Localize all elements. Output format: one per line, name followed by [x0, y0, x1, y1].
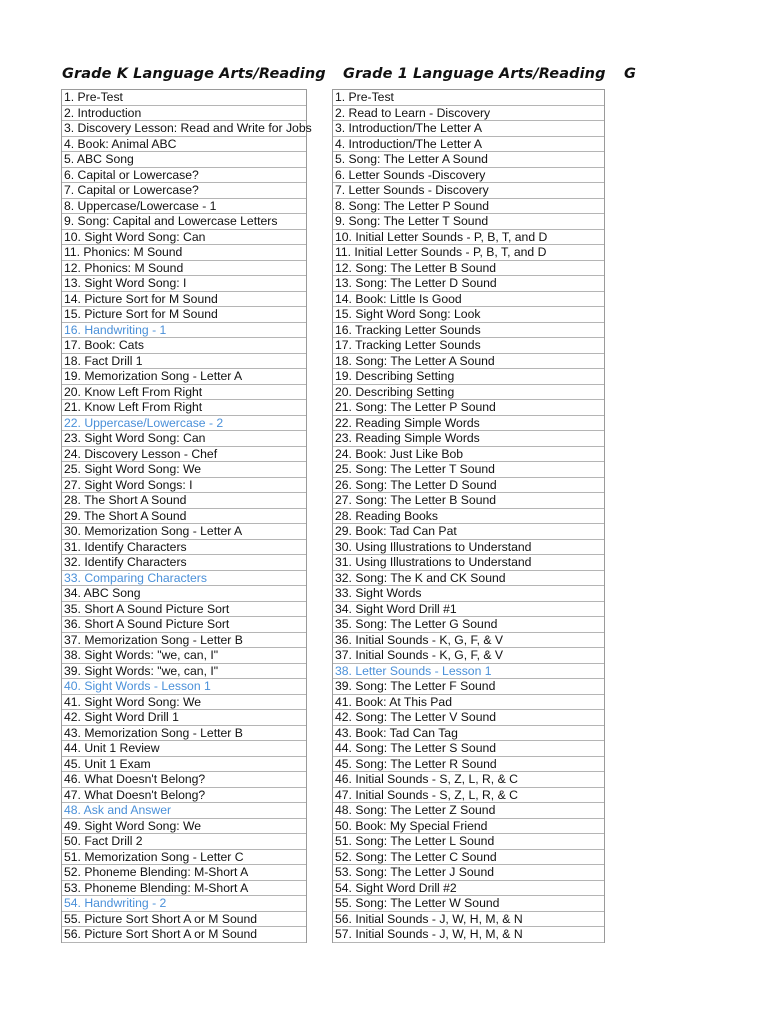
grade-k-lesson-row: 46. What Doesn't Belong?: [62, 772, 306, 788]
grade-1-lesson-row: 55. Song: The Letter W Sound: [333, 896, 604, 912]
grade-k-lesson-row: 56. Picture Sort Short A or M Sound: [62, 927, 306, 943]
grade-1-lesson-row: 32. Song: The K and CK Sound: [333, 571, 604, 587]
grade-1-lesson-row: 33. Sight Words: [333, 586, 604, 602]
grade-k-lesson-row: 43. Memorization Song - Letter B: [62, 726, 306, 742]
grade-1-lesson-row: 35. Song: The Letter G Sound: [333, 617, 604, 633]
grade-1-lesson-row: 13. Song: The Letter D Sound: [333, 276, 604, 292]
grade-1-lesson-row: 23. Reading Simple Words: [333, 431, 604, 447]
grade-k-lesson-row: 5. ABC Song: [62, 152, 306, 168]
grade-1-lesson-row: 22. Reading Simple Words: [333, 416, 604, 432]
grade-k-lesson-list: [61, 89, 312, 943]
grade-k-lesson-row: 18. Fact Drill 1: [62, 354, 306, 370]
grade-k-lesson-row: 8. Uppercase/Lowercase - 1: [62, 199, 306, 215]
grade-k-lesson-row: 7. Capital or Lowercase?: [62, 183, 306, 199]
grade-k-lesson-row: 27. Sight Word Songs: I: [62, 478, 306, 494]
grade-k-lesson-row: 11. Phonics: M Sound: [62, 245, 306, 261]
grade-1-lesson-row: 5. Song: The Letter A Sound: [333, 152, 604, 168]
grade-k-lesson-row: 12. Phonics: M Sound: [62, 261, 306, 277]
grade-k-lesson-row: 10. Sight Word Song: Can: [62, 230, 306, 246]
grade-k-lesson-row: 52. Phoneme Blending: M-Short A: [62, 865, 306, 881]
grade-1-lesson-row: 25. Song: The Letter T Sound: [333, 462, 604, 478]
grade-k-lesson-row: 13. Sight Word Song: I: [62, 276, 306, 292]
grade-k-lesson-row: 2. Introduction: [62, 106, 306, 122]
grade-k-lesson-row: 41. Sight Word Song: We: [62, 695, 306, 711]
grade-k-lesson-row: 55. Picture Sort Short A or M Sound: [62, 912, 306, 928]
grade-k-lesson-row: 32. Identify Characters: [62, 555, 306, 571]
grade-1-lesson-row: 48. Song: The Letter Z Sound: [333, 803, 604, 819]
grade-k-lesson-row: 24. Discovery Lesson - Chef: [62, 447, 306, 463]
grade-1-heading: Grade 1 Language Arts/Reading: [343, 66, 606, 82]
grade-k-lesson-row: 15. Picture Sort for M Sound: [62, 307, 306, 323]
grade-k-lesson-row: 21. Know Left From Right: [62, 400, 306, 416]
grade-1-lesson-row: 20. Describing Setting: [333, 385, 604, 401]
grade-1-lesson-row: 27. Song: The Letter B Sound: [333, 493, 604, 509]
grade-k-lesson-row: 25. Sight Word Song: We: [62, 462, 306, 478]
grade-1-lesson-row: 45. Song: The Letter R Sound: [333, 757, 604, 773]
grade-1-lesson-row: 15. Sight Word Song: Look: [333, 307, 604, 323]
grade-k-lesson-row: 34. ABC Song: [62, 586, 306, 602]
grade-1-lesson-row: 57. Initial Sounds - J, W, H, M, & N: [333, 927, 604, 943]
grade-1-lesson-list: [332, 89, 605, 943]
grade-1-lesson-row: 21. Song: The Letter P Sound: [333, 400, 604, 416]
grade-k-lesson-link[interactable]: 33. Comparing Characters: [62, 571, 306, 587]
grade-k-lesson-row: 31. Identify Characters: [62, 540, 306, 556]
grade-1-lesson-row: 44. Song: The Letter S Sound: [333, 741, 604, 757]
grade-k-lesson-link[interactable]: 54. Handwriting - 2: [62, 896, 306, 912]
grade-1-lesson-row: 6. Letter Sounds -Discovery: [333, 168, 604, 184]
grade-1-lesson-row: 30. Using Illustrations to Understand: [333, 540, 604, 556]
grade-1-lesson-row: 3. Introduction/The Letter A: [333, 121, 604, 137]
grade-1-lesson-row: 19. Describing Setting: [333, 369, 604, 385]
grade-1-lesson-row: 17. Tracking Letter Sounds: [333, 338, 604, 354]
grade-1-lesson-row: 47. Initial Sounds - S, Z, L, R, & C: [333, 788, 604, 804]
grade-k-lesson-row: 3. Discovery Lesson: Read and Write for Jobs: [64, 121, 312, 135]
grade-1-lesson-row: 2. Read to Learn - Discovery: [333, 106, 604, 122]
grade-1-lesson-row: 54. Sight Word Drill #2: [333, 881, 604, 897]
grade-1-lesson-row: 53. Song: The Letter J Sound: [333, 865, 604, 881]
grade-1-lesson-row: 56. Initial Sounds - J, W, H, M, & N: [333, 912, 604, 928]
grade-k-lesson-row: 17. Book: Cats: [62, 338, 306, 354]
grade-k-lesson-link[interactable]: 16. Handwriting - 1: [62, 323, 306, 339]
grade-1-lesson-row: 7. Letter Sounds - Discovery: [333, 183, 604, 199]
grade-1-lesson-row: 24. Book: Just Like Bob: [333, 447, 604, 463]
grade-k-lesson-row: 28. The Short A Sound: [62, 493, 306, 509]
grade-1-lesson-link[interactable]: 38. Letter Sounds - Lesson 1: [333, 664, 604, 680]
grade-1-lesson-row: 29. Book: Tad Can Pat: [333, 524, 604, 540]
grade-k-lesson-row: 1. Pre-Test: [62, 90, 306, 106]
grade-k-lesson-row: 44. Unit 1 Review: [62, 741, 306, 757]
grade-k-lesson-row: 30. Memorization Song - Letter A: [62, 524, 306, 540]
grade-k-lesson-row: 36. Short A Sound Picture Sort: [62, 617, 306, 633]
grade-k-lesson-row: 53. Phoneme Blending: M-Short A: [62, 881, 306, 897]
grade-k-lesson-row: 4. Book: Animal ABC: [62, 137, 306, 153]
grade-1-lesson-row: 31. Using Illustrations to Understand: [333, 555, 604, 571]
grade-1-lesson-row: 28. Reading Books: [333, 509, 604, 525]
grade-k-lesson-link[interactable]: 48. Ask and Answer: [62, 803, 306, 819]
grade-1-lesson-row: 34. Sight Word Drill #1: [333, 602, 604, 618]
grade-1-lesson-row: 36. Initial Sounds - K, G, F, & V: [333, 633, 604, 649]
grade-1-lesson-row: 12. Song: The Letter B Sound: [333, 261, 604, 277]
grade-1-lesson-row: 11. Initial Letter Sounds - P, B, T, and D: [333, 245, 604, 261]
grade-1-lesson-row: 50. Book: My Special Friend: [333, 819, 604, 835]
grade-k-lesson-row: 50. Fact Drill 2: [62, 834, 306, 850]
grade-k-lesson-row: 49. Sight Word Song: We: [62, 819, 306, 835]
grade-k-heading: Grade K Language Arts/Reading: [62, 66, 326, 82]
grade-1-lesson-row: 18. Song: The Letter A Sound: [333, 354, 604, 370]
grade-k-lesson-row: 9. Song: Capital and Lowercase Letters: [62, 214, 306, 230]
grade-1-lesson-row: 14. Book: Little Is Good: [333, 292, 604, 308]
grade-1-lesson-row: 4. Introduction/The Letter A: [333, 137, 604, 153]
grade-k-lesson-row: 47. What Doesn't Belong?: [62, 788, 306, 804]
grade-k-lesson-row: 38. Sight Words: "we, can, I": [62, 648, 306, 664]
grade-1-lesson-row: 26. Song: The Letter D Sound: [333, 478, 604, 494]
grade-1-lesson-row: 10. Initial Letter Sounds - P, B, T, and D: [333, 230, 604, 246]
grade-1-lesson-row: 16. Tracking Letter Sounds: [333, 323, 604, 339]
grade-k-lesson-row: 6. Capital or Lowercase?: [62, 168, 306, 184]
grade-k-lesson-row: 29. The Short A Sound: [62, 509, 306, 525]
grade-1-lesson-row: 39. Song: The Letter F Sound: [333, 679, 604, 695]
grade-k-lesson-row: 23. Sight Word Song: Can: [62, 431, 306, 447]
grade-1-lesson-row: 42. Song: The Letter V Sound: [333, 710, 604, 726]
grade-1-lesson-row: 37. Initial Sounds - K, G, F, & V: [333, 648, 604, 664]
grade-k-lesson-row: 19. Memorization Song - Letter A: [62, 369, 306, 385]
grade-1-lesson-row: 51. Song: The Letter L Sound: [333, 834, 604, 850]
grade-2-heading-partial: G: [624, 66, 637, 82]
grade-k-lesson-row: 35. Short A Sound Picture Sort: [62, 602, 306, 618]
grade-1-lesson-row: 9. Song: The Letter T Sound: [333, 214, 604, 230]
grade-k-lesson-link[interactable]: 22. Uppercase/Lowercase - 2: [62, 416, 306, 432]
grade-k-lesson-row: 51. Memorization Song - Letter C: [62, 850, 306, 866]
grade-1-lesson-row: 1. Pre-Test: [333, 90, 604, 106]
grade-1-lesson-row: 8. Song: The Letter P Sound: [333, 199, 604, 215]
grade-k-lesson-link[interactable]: 40. Sight Words - Lesson 1: [62, 679, 306, 695]
grade-1-lesson-row: 46. Initial Sounds - S, Z, L, R, & C: [333, 772, 604, 788]
grade-k-lesson-row: 39. Sight Words: "we, can, I": [62, 664, 306, 680]
grade-k-lesson-row: 42. Sight Word Drill 1: [62, 710, 306, 726]
grade-1-lesson-row: 52. Song: The Letter C Sound: [333, 850, 604, 866]
grade-1-lesson-row: 43. Book: Tad Can Tag: [333, 726, 604, 742]
grade-k-lesson-row: 45. Unit 1 Exam: [62, 757, 306, 773]
grade-k-lesson-row: 14. Picture Sort for M Sound: [62, 292, 306, 308]
grade-k-lesson-row: 37. Memorization Song - Letter B: [62, 633, 306, 649]
grade-k-lesson-row: 20. Know Left From Right: [62, 385, 306, 401]
grade-1-lesson-row: 41. Book: At This Pad: [333, 695, 604, 711]
